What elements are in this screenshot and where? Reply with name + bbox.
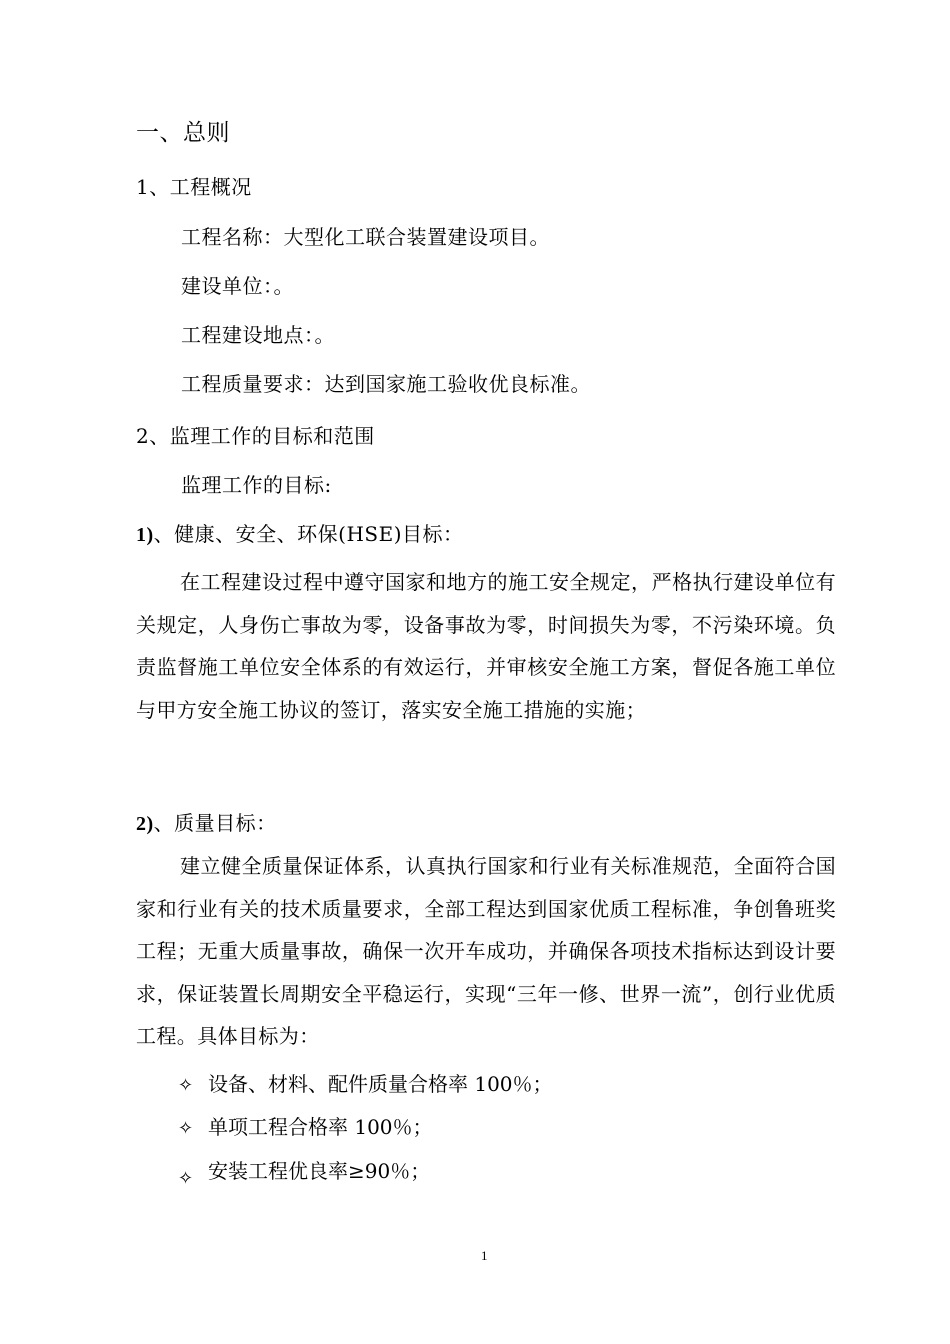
location-line: 工程建设地点：。 — [181, 323, 335, 347]
list-item-text: 单项工程合格率 100％； — [208, 1115, 433, 1139]
subsection-title-goals: 2、监理工作的目标和范围 — [136, 424, 375, 448]
hse-paragraph: 在工程建设过程中遵守国家和地方的施工安全规定，严格执行建设单位有关规定，人身伤亡事故为零，设备事故为零，时间损失为零，不污染环境。负责监督施工单位安全体系的有效运行，并审核安全施工方案，督促各施工单位与甲方安全施工协议的签订，落实安全施工措施的实施； — [136, 570, 836, 722]
page-number: 1 — [481, 1248, 488, 1263]
hse-number: 1) — [136, 524, 154, 546]
quality-heading — [136, 810, 277, 837]
quality-title: 、质量目标： — [153, 811, 277, 835]
subsection-title-overview: 1、工程概况 — [136, 175, 252, 199]
goal-label: 监理工作的目标: — [181, 473, 332, 497]
quality-requirement-line: 工程质量要求：达到国家施工验收优良标准。 — [181, 372, 591, 396]
list-item-text: 安装工程优良率≥90％； — [208, 1159, 431, 1183]
quality-number: 2) — [136, 813, 154, 835]
star-bullet-icon: ✧ — [178, 1168, 194, 1189]
construction-unit-line: 建设单位：。 — [181, 274, 294, 298]
list-item-text: 设备、材料、配件质量合格率 100％； — [208, 1072, 553, 1096]
star-bullet-icon: ✧ — [178, 1075, 194, 1096]
hse-heading — [136, 521, 464, 548]
section-title: 一、总则 — [136, 120, 230, 146]
list-item — [178, 1114, 433, 1142]
quality-paragraph: 建立健全质量保证体系，认真执行国家和行业有关标准规范，全面符合国家和行业有关的技术质量要求，全部工程达到国家优质工程标准，争创鲁班奖工程；无重大质量事故，确保一次开车成功，并确保各项技术指标达到设计要求，保证装置长周期安全平稳运行，实现“三年一修、世界一流”，创行业优质工程。具体目标为： — [136, 854, 836, 1048]
hse-title: 、健康、安全、环保(HSE)目标： — [153, 522, 464, 546]
project-name-line: 工程名称：大型化工联合装置建设项目。 — [181, 225, 550, 249]
list-item — [178, 1071, 553, 1099]
star-bullet-icon: ✧ — [178, 1118, 194, 1139]
list-item — [178, 1158, 431, 1189]
